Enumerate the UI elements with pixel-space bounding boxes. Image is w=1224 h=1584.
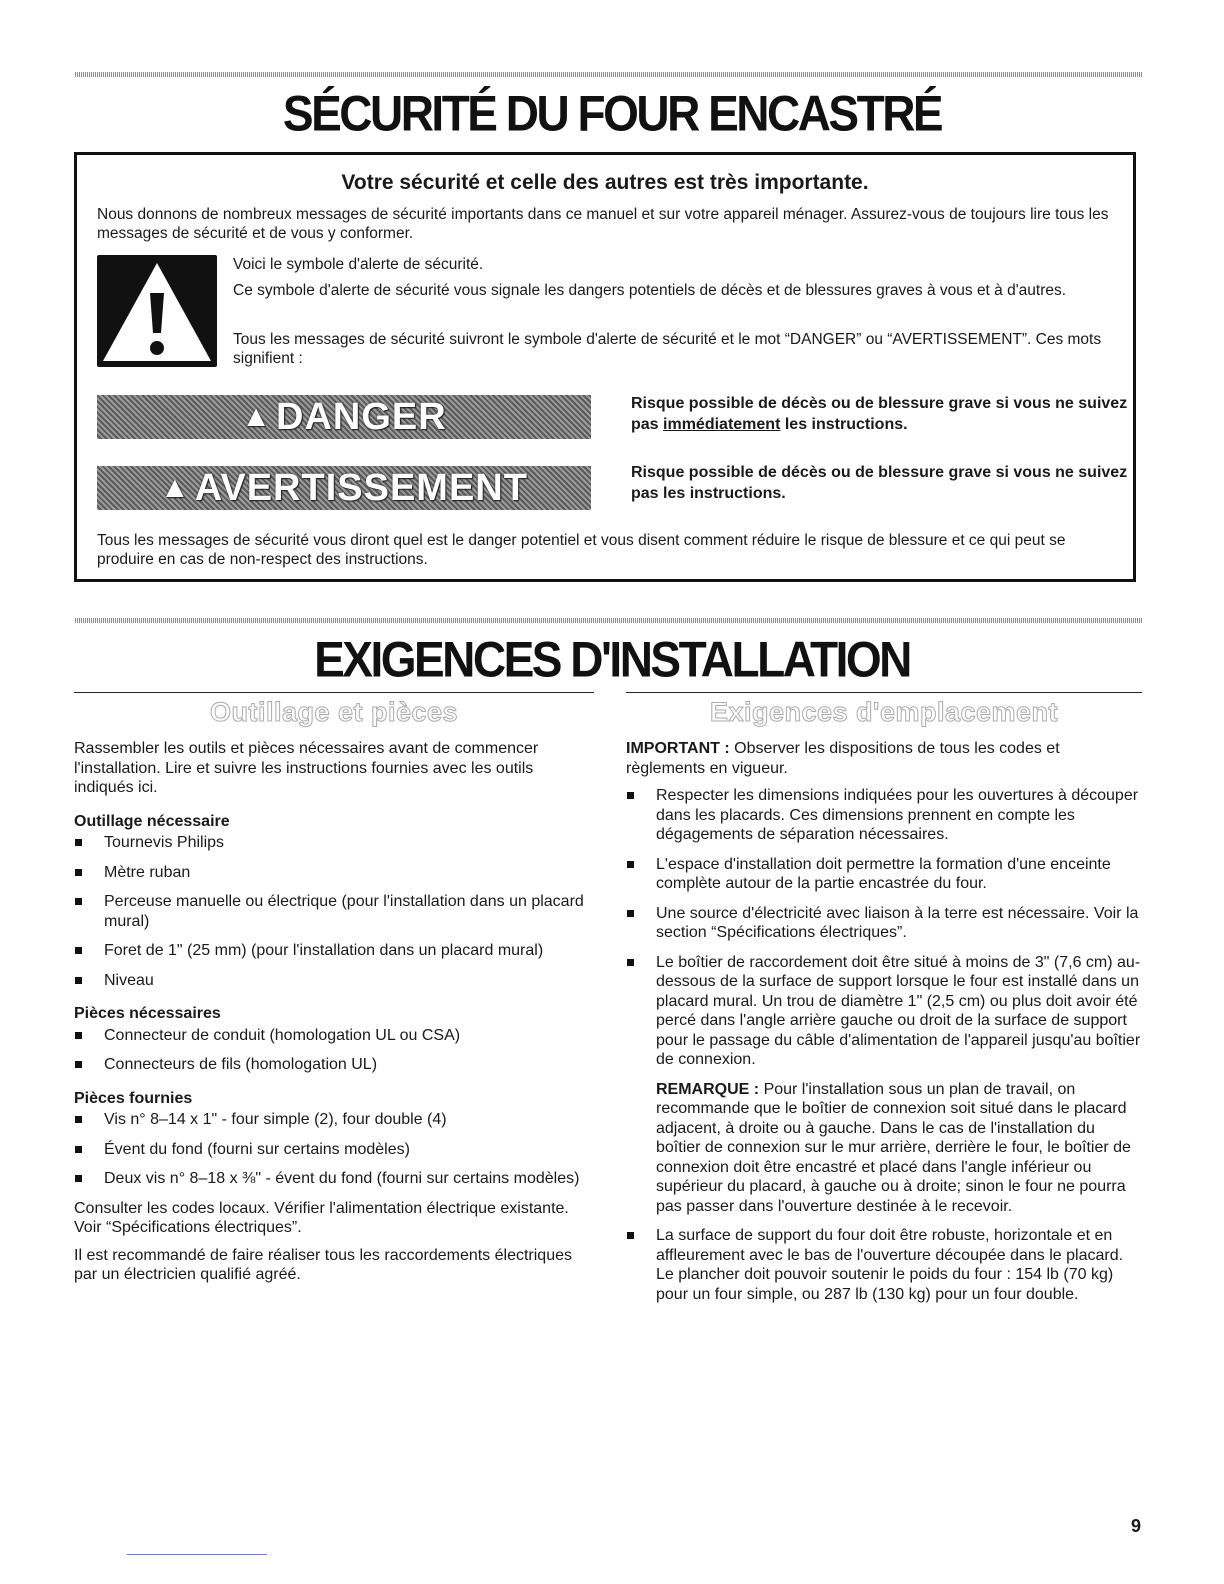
important-note: [626, 739, 1142, 778]
tools-parts-heading: Outillage et pièces: [209, 697, 459, 727]
list-item: Deux vis n° 8–18 x ⅜" - évent du fond (fourni sur certains modèles): [74, 1169, 594, 1189]
danger-label: DANGER: [276, 395, 447, 438]
warning-description: Risque possible de décès ou de blessure grave si vous ne suivez pas les instructions.: [631, 464, 1128, 502]
electrician-note: Il est recommandé de faire réaliser tous les raccordements électriques par un électricien qualifié agréé.: [74, 1246, 572, 1283]
important-text: Observer les dispositions de tous les codes et règlements en vigueur.: [626, 740, 1060, 777]
middle-divider: [75, 618, 1143, 623]
safety-box-heading: Votre sécurité et celle des autres est très importante.: [341, 171, 869, 194]
danger-text-emphasis: immédiatement: [663, 416, 781, 433]
danger-text-post: les instructions.: [784, 416, 908, 433]
location-requirements-list: [626, 786, 1142, 1304]
danger-text-pre: Risque possible de décès ou de blessure grave si vous ne suivez pas: [631, 395, 1128, 433]
list-item: Respecter les dimensions indiquées pour les ouvertures à découper dans les placards. Ces dimensions prennent en compte les dégagements de séparation nécessaires.: [626, 786, 1142, 845]
parts-supplied-heading: Pièces fournies: [74, 1089, 193, 1107]
remark-text: Pour l'installation sous un plan de travail, on recommande que le boîtier de connexion soit situé dans le placard adjacent, à droite ou à gauche. Dans le cas de l'installation du boîtier de connexion sur le mur arrière, derrière le four, le boîtier de connexion doit être encastré et placé dans l'angle inférieur ou supérieur du placard, à gauche ou à droite; sinon le four ne pourra pas passer dans l'ouverture destinée à le recevoir.: [656, 1080, 1131, 1215]
parts-needed-heading: Pièces nécessaires: [74, 1005, 221, 1022]
list-item: Évent du fond (fourni sur certains modèles): [74, 1140, 594, 1160]
list-item: Connecteurs de fils (homologation UL): [74, 1055, 594, 1075]
remark-label: REMARQUE :: [656, 1080, 760, 1098]
tools-needed-heading: Outillage nécessaire: [74, 812, 230, 830]
safety-footer: Tous les messages de sécurité vous diront quel est le danger potentiel et vous disent comment réduire le risque de blessure et ce qui peut se produire en cas de non-respect des instructions.: [97, 532, 1066, 568]
list-item: Mètre ruban: [74, 863, 594, 883]
location-requirements-heading: Exigences d'emplacement: [709, 697, 1059, 727]
tools-intro: Rassembler les outils et pièces nécessaires avant de commencer l'installation. Lire et suivre les instructions fournies avec les outils indiqués ici.: [74, 740, 539, 796]
footer-rule: [127, 1554, 267, 1555]
right-column: [626, 692, 1142, 1314]
symbol-line-3: Tous les messages de sécurité suivront le symbole d'alerte de sécurité et le mot “DANGER” ou “AVERTISSEMENT”. Ces mots signifient :: [233, 331, 1102, 367]
list-item: Perceuse manuelle ou électrique (pour l'installation dans un placard mural): [74, 892, 594, 931]
alert-triangle-icon: ▲: [160, 471, 191, 504]
top-divider: [75, 72, 1143, 77]
tools-list: [74, 833, 594, 990]
list-item: Tournevis Philips: [74, 833, 594, 853]
warning-signal-bar: [97, 466, 591, 510]
safety-alert-icon: [97, 255, 217, 367]
list-item: Niveau: [74, 971, 594, 991]
warning-label: AVERTISSEMENT: [194, 466, 528, 509]
page-number: 9: [1130, 1516, 1141, 1536]
danger-signal-bar: [97, 395, 591, 439]
junction-box-text: Le boîtier de raccordement doit être situé à moins de 3" (7,6 cm) au-dessous de la surface de support lorsque le four est installé dans un placard mural. Un trou de diamètre 1" (2,5 cm) ou plus doit avoir été percé dans l'angle arrière gauche ou droit de la surface de support pour le passage du câble d'alimentation de l'appareil jusqu'au boîtier de connexion.: [656, 953, 1141, 1068]
list-item: Connecteur de conduit (homologation UL ou CSA): [74, 1026, 594, 1046]
alert-triangle-icon: ▲: [241, 400, 272, 433]
list-item: Vis n° 8–14 x 1" - four simple (2), four double (4): [74, 1110, 594, 1130]
safety-title: SÉCURITÉ DU FOUR ENCASTRÉ: [282, 84, 942, 142]
list-item: Une source d'électricité avec liaison à la terre est nécessaire. Voir la section “Spécifications électriques”.: [626, 904, 1142, 943]
local-codes-note: Consulter les codes locaux. Vérifier l'alimentation électrique existante. Voir “Spécifications électriques”.: [74, 1199, 569, 1236]
right-column-rule: [626, 692, 1142, 693]
symbol-line-2: Ce symbole d'alerte de sécurité vous signale les dangers potentiels de décès et de blessures graves à vous et à d'autres.: [233, 282, 1067, 299]
list-item: Foret de 1" (25 mm) (pour l'installation dans un placard mural): [74, 941, 594, 961]
list-item: L'espace d'installation doit permettre la formation d'une enceinte complète autour de la partie encastrée du four.: [626, 855, 1142, 894]
important-label: IMPORTANT :: [626, 740, 730, 757]
safety-box: [74, 152, 1136, 582]
list-item: La surface de support du four doit être robuste, horizontale et en affleurement avec le bas de l'ouverture découpée dans le placard. Le plancher doit pouvoir soutenir le poids du four : 154 lb (70 kg) pour un four simple, ou 287 lb (130 kg) pour un four double.: [626, 1226, 1142, 1304]
installation-title: EXIGENCES D'INSTALLATION: [314, 630, 910, 688]
left-column-rule: [74, 692, 594, 693]
danger-description: [631, 393, 1131, 435]
parts-needed-list: [74, 1026, 594, 1075]
symbol-line-1: Voici le symbole d'alerte de sécurité.: [233, 256, 484, 273]
list-item: [626, 953, 1142, 1217]
remark-note: [656, 1080, 1142, 1217]
parts-supplied-list: [74, 1110, 594, 1189]
safety-intro: Nous donnons de nombreux messages de sécurité importants dans ce manuel et sur votre appareil ménager. Assurez-vous de toujours lire tous les messages de sécurité et de vous y conformer.: [97, 206, 1109, 242]
left-column: [74, 692, 594, 1293]
